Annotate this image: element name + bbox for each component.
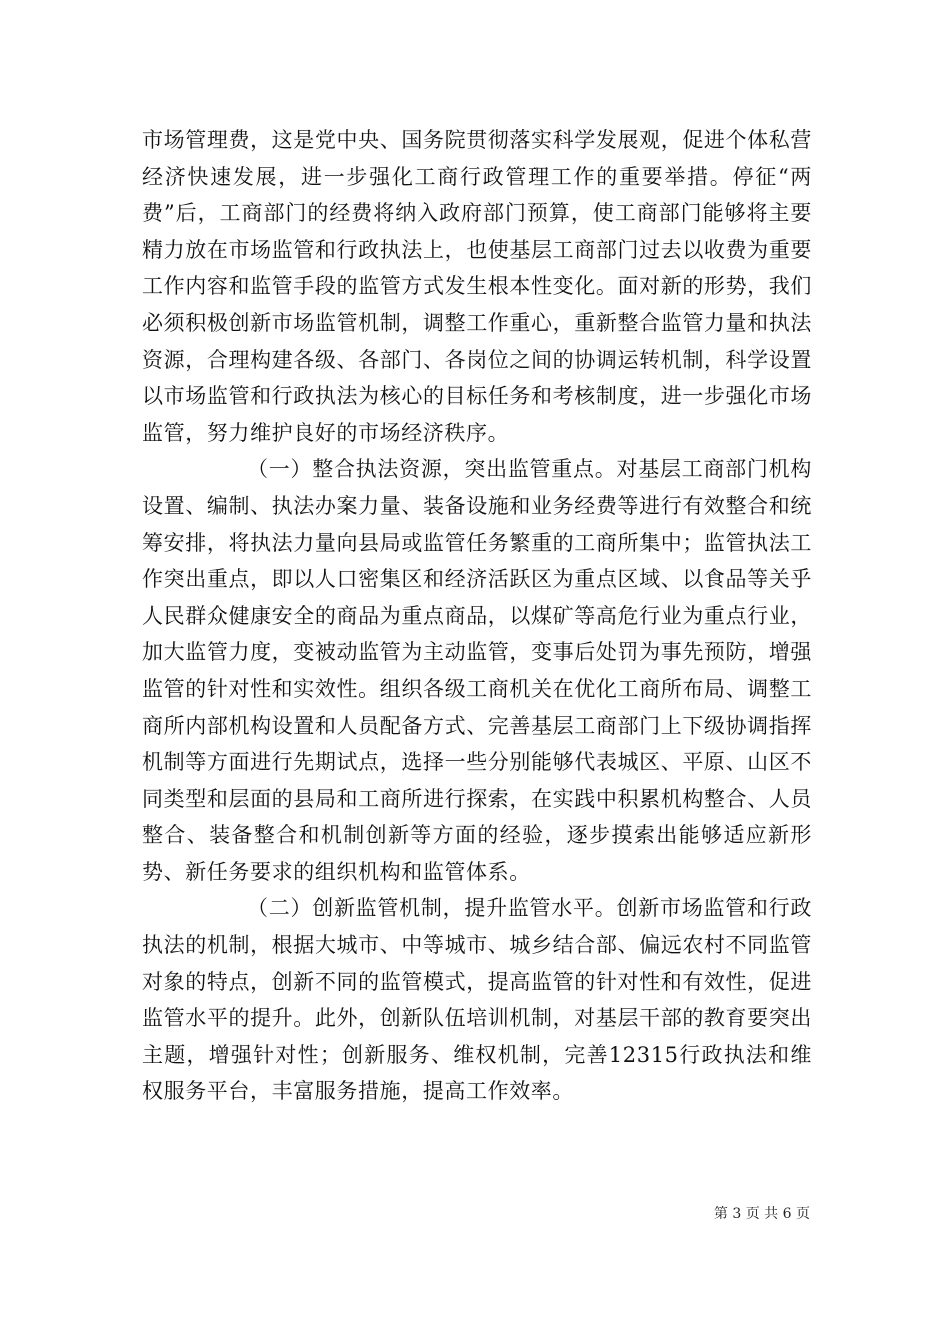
paragraph-section-two: （二）创新监管机制，提升监管水平。创新市场监管和行政执法的机制，根据大城市、中等城市、城乡结合部、偏远农村不同监管对象的特点，创新不同的监管模式，提高监管的针对性和有效性，促进监管水平的提升。此外，创新队伍培训机制，对基层干部的教育要突出主题，增强针对性；创新服务、维权机制，完善12315行政执法和维权服务平台，丰富服务措施，提高工作效率。: [142, 896, 812, 1104]
page-number: 第 3 页 共 6 页: [713, 1206, 810, 1222]
paragraph-intro: 市场管理费，这是党中央、国务院贯彻落实科学发展观，促进个体私营经济快速发展，进一步强化工商行政管理工作的重要举措。停征“两费”后，工商部门的经费将纳入政府部门预算，使工商部门能够将主要精力放在市场监管和行政执法上，也使基层工商部门过去以收费为重要工作内容和监管手段的监管方式发生根本性变化。面对新的形势，我们必须积极创新市场监管机制，调整工作重心，重新整合监管力量和执法资源，合理构建各级、各部门、各岗位之间的协调运转机制，科学设置以市场监管和行政执法为核心的目标任务和考核制度，进一步强化市场监管，努力维护良好的市场经济秩序。: [142, 128, 812, 445]
paragraph-section-one: （一）整合执法资源，突出监管重点。对基层工商部门机构设置、编制、执法办案力量、装备设施和业务经费等进行有效整合和统筹安排，将执法力量向县局或监管任务繁重的工商所集中；监管执法工作突出重点，即以人口密集区和经济活跃区为重点区域、以食品等关乎人民群众健康安全的商品为重点商品，以煤矿等高危行业为重点行业，加大监管力度，变被动监管为主动监管，变事后处罚为事先预防，增强监管的针对性和实效性。组织各级工商机关在优化工商所布局、调整工商所内部机构设置和人员配备方式、完善基层工商部门上下级协调指挥机制等方面进行先期试点，选择一些分别能够代表城区、平原、山区不同类型和层面的县局和工商所进行探索，在实践中积累机构整合、人员整合、装备整合和机制创新等方面的经验，逐步摸索出能够适应新形势、新任务要求的组织机构和监管体系。: [142, 457, 812, 884]
body-text: [142, 122, 812, 1110]
